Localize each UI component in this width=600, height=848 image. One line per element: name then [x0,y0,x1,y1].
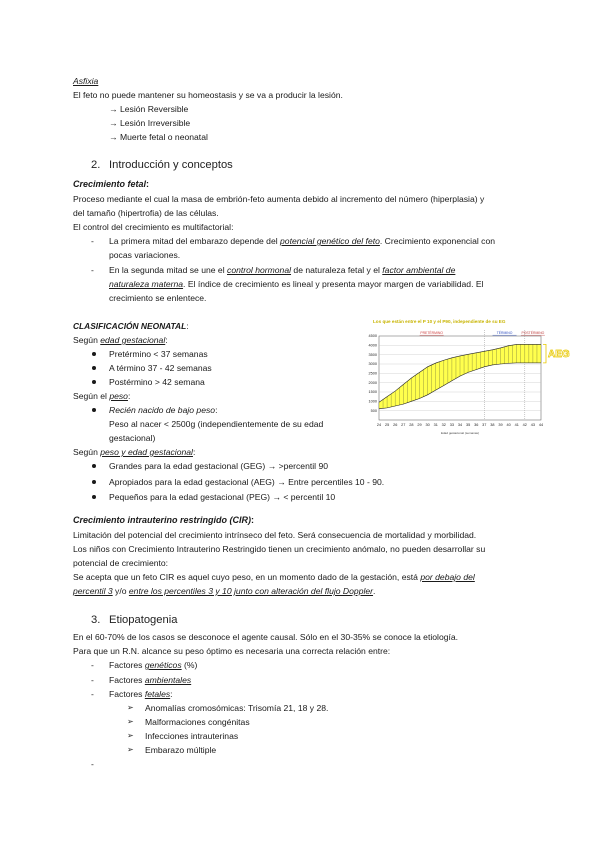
section-2-title: Introducción y conceptos [109,159,233,171]
list-item: Apropiados para la edad gestacional (AEG) → Entre percentiles 10 - 90. [109,477,385,487]
growth-chart [353,313,570,451]
text: Según [73,335,101,345]
x-tick-label: 41 [514,423,519,427]
y-tick-label: 1500 [368,390,377,395]
x-tick-label: 24 [376,423,382,427]
text: Se acepta que un feto CIR es aquel cuyo peso, en un momento dado de la gestación, está [73,572,421,582]
text: Recién nacido de bajo peso [109,405,216,415]
underlined-text: ambientales [144,675,192,685]
list-item: Pequeños para la edad gestacional (PEG) → < percentil 10 [109,492,336,502]
list-item: A término 37 - 42 semanas [109,363,212,373]
cir-title: Crecimiento intrauterino restringido (CIR) [73,515,252,525]
text: . Crecimiento exponencial con [379,236,496,246]
link-text: naturaleza materna [109,279,184,289]
y-tick-label: 4500 [368,334,377,339]
section-3-number: 3. [91,614,101,626]
bullet-dot [92,352,96,356]
y-tick-label: 1000 [368,399,377,404]
paragraph-line: Para que un R.N. alcance su peso óptimo es necesaria una correcta relación entre: [73,646,391,656]
region-label: TÉRMINO [496,331,513,335]
crecimiento-fetal-heading [73,177,149,191]
underlined-text: peso y edad gestacional [100,447,193,457]
link-text: potencial genético del feto [280,236,380,246]
asfixia-item: → Muerte fetal o neonatal [109,132,208,142]
arrowhead-bullet: ➢ [127,717,134,726]
sub-item: Embarazo múltiple [145,745,217,755]
clasificacion-title: CLASIFICACIÓN NEONATAL [73,321,187,331]
y-tick-label: 3000 [368,362,377,367]
paragraph-line: del tamaño (hipertrofia) de las células. [73,208,219,218]
section-2-number: 2. [91,159,101,171]
x-tick-label: 44 [538,423,544,427]
x-tick-label: 40 [506,423,511,427]
paragraph-line: Limitación del potencial del crecimiento intrínseco del feto. Será consecuencia de mortalidad y morbilidad. [73,530,477,540]
y-tick-label: 2000 [368,380,377,385]
paragraph-line: El control del crecimiento es multifactorial: [73,222,234,232]
sub-item: Infecciones intrauterinas [145,731,239,741]
list-item: Postérmino > 42 semana [109,377,205,387]
list-item-cont: gestacional) [109,433,156,443]
x-tick-label: 31 [433,423,438,427]
list-item-cont [109,277,484,291]
list-item [109,403,217,417]
aeg-label: AEG [548,349,570,361]
x-tick-label: 29 [417,423,422,427]
x-tick-label: 30 [425,423,430,427]
colon: : [186,321,189,331]
text: Factores [109,689,145,699]
list-item-cont: pocas variaciones. [109,250,181,260]
text: . El índice de crecimiento es lineal y presenta mayor margen de variabilidad. El [183,279,484,289]
text: y/o [112,586,129,596]
arrowhead-bullet: ➢ [127,703,134,712]
y-tick-label: 3500 [368,352,377,357]
asfixia-item: → Lesión Reversible [109,104,189,114]
bullet-dot [92,495,96,499]
text: En la segunda mitad se une el [109,265,228,275]
x-tick-label: 38 [490,423,495,427]
x-tick-label: 26 [393,423,398,427]
dash-bullet: - [91,236,94,246]
dash-bullet: - [91,675,94,685]
underlined-text: entre los percentiles 3 y 10 junto con alteración del flujo Doppler [128,586,374,596]
x-tick-label: 33 [449,423,455,427]
x-tick-label: 25 [384,423,390,427]
text: Según [73,447,101,457]
link-text: control hormonal [227,265,292,275]
text: : [165,335,168,345]
cir-heading [73,513,254,527]
sub-item: Anomalías cromosómicas: Trisomía 21, 18 y 28. [145,703,329,713]
bullet-dot [92,408,96,412]
text: : [192,447,196,457]
segun-peso-edad [73,445,195,459]
list-item [109,658,197,672]
colon: : [146,179,150,189]
underlined-text: fetales [144,689,171,699]
paragraph-line: Los niños con Crecimiento Intrauterino Restringido tienen un crecimiento anómalo, no pueden desarrollar su [73,544,486,554]
text: (%) [181,660,198,670]
segun-edad [73,333,168,347]
x-tick-label: 42 [522,423,527,427]
y-tick-label: 4000 [368,343,377,348]
link-text: factor ambiental de [382,265,456,275]
arrowhead-bullet: ➢ [127,731,134,740]
underlined-text: genéticos [144,660,182,670]
x-tick-label: 28 [409,423,414,427]
asfixia-body: El feto no puede mantener su homeostasis y se va a producir la lesión. [73,90,343,100]
underlined-text: percentil 3 [73,586,113,596]
list-item: Pretérmino < 37 semanas [109,349,208,359]
chart-title: Los que están entre el P 10 y el P90, independiente de su EG [373,319,506,324]
asfixia-item: → Lesión Irreversible [109,118,191,128]
text: La primera mitad del embarazo depende del [109,236,281,246]
x-tick-label: 27 [401,423,406,427]
bullet-dot [92,464,96,468]
underlined-text: edad gestacional [100,335,166,345]
paragraph-line: Proceso mediante el cual la masa de embrión-feto aumenta debido al incremento del número (hiperplasia) y [73,194,485,204]
underlined-text: peso [109,391,128,401]
bullet-dot [92,480,96,484]
text: de naturaleza fetal y el [291,265,383,275]
x-axis-label: Edad gestacional (semanas) [440,431,480,435]
x-tick-label: 39 [498,423,503,427]
text: Factores [109,675,145,685]
list-item-cont: crecimiento se enlentece. [109,293,207,303]
text: : [127,391,131,401]
crecimiento-fetal-title: Crecimiento fetal [73,179,147,189]
dash-bullet-empty: - [91,759,94,769]
dash-bullet: - [91,265,94,275]
bullet-dot [92,366,96,370]
clasificacion-heading [73,319,189,333]
list-item: Grandes para la edad gestacional (GEG) → >percentil 90 [109,461,329,471]
dash-bullet: - [91,689,94,699]
bullet-dot [92,380,96,384]
list-item [109,673,191,687]
colon: : [251,515,255,525]
x-tick-label: 35 [465,423,471,427]
paragraph-line: En el 60-70% de los casos se desconoce el agente causal. Sólo en el 30-35% se conoce la etiología. [73,632,459,642]
y-tick-label: 500 [370,408,377,413]
x-tick-label: 37 [482,423,487,427]
arrowhead-bullet: ➢ [127,745,134,754]
x-tick-label: 43 [530,423,536,427]
sub-item: Malformaciones congénitas [145,717,250,727]
region-label: PRETÉRMINO [420,331,443,335]
paragraph-line [73,584,375,598]
text: Según el [73,391,110,401]
x-tick-label: 32 [441,423,446,427]
text: Factores [109,660,145,670]
text: : [170,689,173,699]
text: . [373,586,376,596]
list-item [109,234,495,248]
underlined-text: por debajo del [420,572,475,582]
segun-peso [73,389,130,403]
text: : [215,405,218,415]
y-tick-label: 2500 [368,371,377,376]
paragraph-line: potencial de crecimiento: [73,558,169,568]
list-item [109,687,173,701]
x-tick-label: 36 [474,423,479,427]
asfixia-title: Asfixia [73,76,99,86]
dash-bullet: - [91,660,94,670]
list-item [109,263,455,277]
section-3-title: Etiopatogenia [109,614,178,626]
paragraph-line [73,570,475,584]
list-item-cont: Peso al nacer < 2500g (independientemente de su edad [109,419,324,429]
x-tick-label: 34 [457,423,463,427]
region-label: POSTÉRMINO [521,331,545,335]
